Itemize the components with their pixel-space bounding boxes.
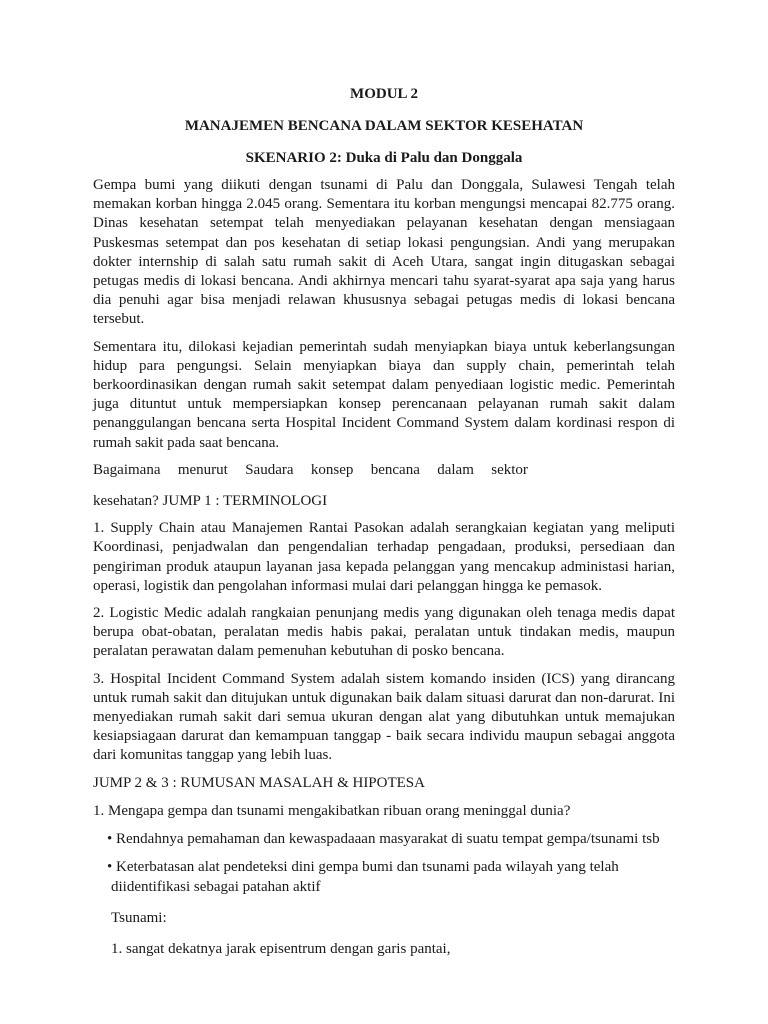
tsunami-item-1: 1. sangat dekatnya jarak episentrum dengan garis pantai,: [111, 940, 451, 957]
scenario-title: SKENARIO 2: Duka di Palu dan Donggala: [245, 150, 523, 166]
question-word: bencana: [370, 461, 420, 478]
module-subtitle: MANAJEMEN BENCANA DALAM SEKTOR KESEHATAN: [184, 118, 584, 134]
question-word: Saudara: [245, 461, 294, 478]
question-word: konsep: [310, 461, 354, 478]
question-word: Bagaimana: [93, 461, 161, 478]
bullet-item: • Rendahnya pemahaman dan kewaspadaaan masyarakat di suatu tempat gempa/tsunami tsb: [107, 831, 660, 848]
scenario-paragraph-2: Sementara itu, dilokasi kejadian pemerintah sudah menyiapkan biaya untuk keberlangsungan hidup para pengungsi. Selain menyiapkan biaya dan supply chain, pemerintah telah berkoordinasikan dengan rumah sakit setempat dalam penyediaan logistic medic. Pemerintah juga dituntut untuk mempersiapkan konsep perencanaan pelayanan rumah sakit dalam penanggulangan bencana serta Hospital Incident Command System dalam kordinasi respon di rumah sakit pada saat bencana.: [93, 338, 675, 451]
terminology-supply-chain: 1. Supply Chain atau Manajemen Rantai Pasokan adalah serangkaian kegiatan yang meliputi Koordinasi, penjadwalan dan pengendalian terhadap pengadaan, produksi, persediaan dan pengiriman produk ataupun layanan jasa kepada pelanggan yang mencakup administasi harian, operasi, logistik dan pengolahan informasi mulai dari pelanggan hingga ke pemasok.: [93, 520, 675, 594]
bullet-item-continuation: diidentifikasi sebagai patahan aktif: [111, 878, 321, 895]
terminology-logistic-medic: 2. Logistic Medic adalah rangkaian penunjang medis yang digunakan oleh tenaga medis dapat berupa obat-obatan, peralatan medis habis pakai, peralatan untuk tindakan medis, maupun peralatan perawatan dalam pemenuhan kebutuhan di posko bencana.: [93, 605, 675, 660]
jump-1-heading: kesehatan? JUMP 1 : TERMINOLOGI: [93, 493, 328, 510]
question-word: dalam: [437, 461, 474, 478]
bullet-item: • Keterbatasan alat pendeteksi dini gempa bumi dan tsunami pada wilayah yang telah: [107, 859, 619, 876]
terminology-hics: 3. Hospital Incident Command System adalah sistem komando insiden (ICS) yang dirancang untuk rumah sakit dan ditujukan untuk digunakan baik dalam situasi darurat dan non-darurat. Ini menyediakan rumah sakit dari semua ukuran dengan alat yang dibutuhkan untuk memajukan kesiapsiagaan darurat dan kemampuan tanggap - baik secara individu maupun sebagai anggota dari komunitas tanggap yang lebih luas.: [93, 670, 675, 764]
question-line: [93, 461, 528, 480]
scenario-paragraph-1: Gempa bumi yang diikuti dengan tsunami di Palu dan Donggala, Sulawesi Tengah telah memakan korban hingga 2.045 orang. Sementara itu korban mengungsi mencapai 82.775 orang. Dinas kesehatan setempat telah menyediakan pelayanan kesehatan dengan mensiagaan Puskesmas setempat dan pos kesehatan di setiap lokasi pengungsian. Andi yang merupakan dokter internship di salah satu rumah sakit di Aceh Utara, sangat ingin ditugaskan sebagai petugas medis di lokasi bencana. Andi akhirnya mencari tahu syarat-syarat apa saja yang harus dia penuhi agar bisa menjadi relawan khususnya sebagai petugas medis di lokasi bencana tersebut.: [93, 177, 675, 328]
tsunami-label: Tsunami:: [111, 909, 167, 926]
jump-2-3-heading: JUMP 2 & 3 : RUMUSAN MASALAH & HIPOTESA: [93, 774, 425, 791]
question-word: sektor: [491, 461, 528, 478]
question-1: 1. Mengapa gempa dan tsunami mengakibatkan ribuan orang meninggal dunia?: [93, 802, 571, 819]
document-page: [93, 84, 675, 959]
module-title: MODUL 2: [350, 86, 418, 102]
question-word: menurut: [177, 461, 228, 478]
